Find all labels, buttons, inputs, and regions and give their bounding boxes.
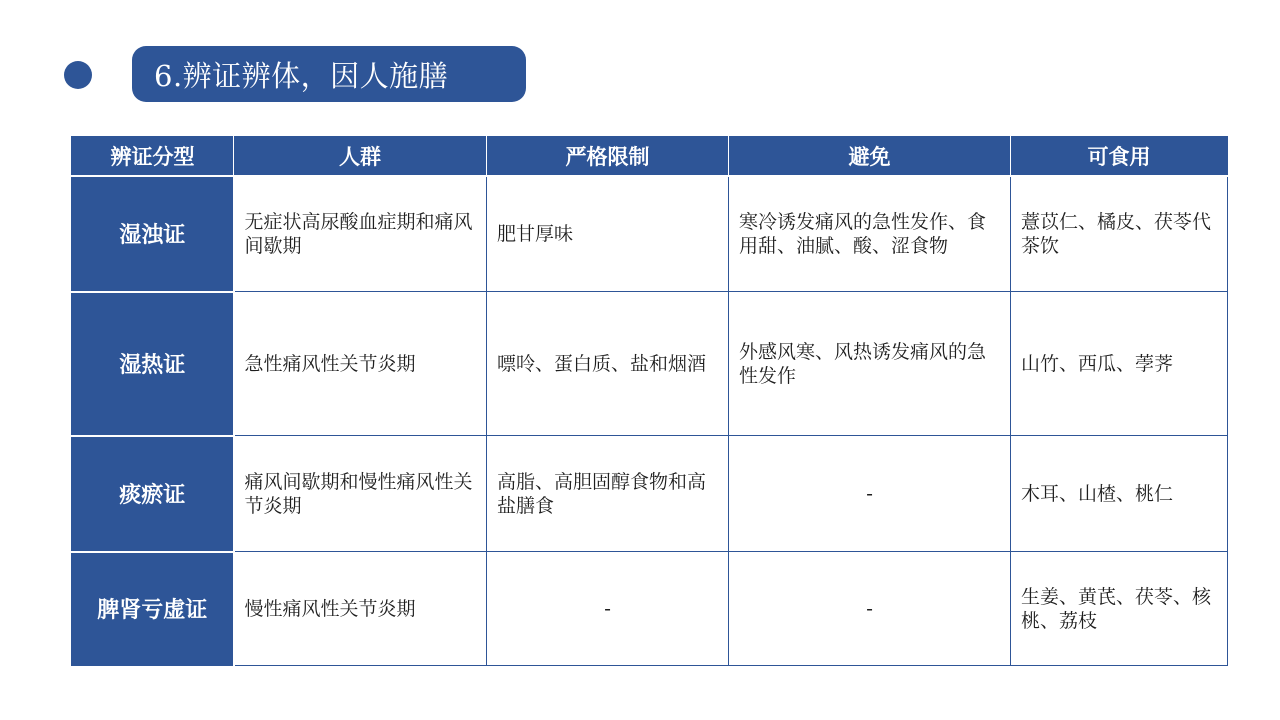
table-row <box>72 292 1228 436</box>
cell-avoid: 寒冷诱发痛风的急性发作、食用甜、油腻、酸、涩食物 <box>729 176 1011 292</box>
table-header-row <box>72 137 1228 176</box>
header-type: 辨证分型 <box>72 137 234 176</box>
table-row <box>72 176 1228 292</box>
cell-avoid: - <box>729 436 1011 552</box>
cell-population: 慢性痛风性关节炎期 <box>234 552 487 666</box>
table-row <box>72 552 1228 666</box>
cell-population: 痛风间歇期和慢性痛风性关节炎期 <box>234 436 487 552</box>
slide-title: 6.辨证辨体，因人施膳 <box>154 58 449 93</box>
header-population: 人群 <box>234 137 487 176</box>
cell-edible: 薏苡仁、橘皮、茯苓代茶饮 <box>1011 176 1228 292</box>
cell-population: 无症状高尿酸血症期和痛风间歇期 <box>234 176 487 292</box>
cell-avoid: 外感风寒、风热诱发痛风的急性发作 <box>729 292 1011 436</box>
cell-edible: 生姜、黄芪、茯苓、核桃、荔枝 <box>1011 552 1228 666</box>
header-strict-limit: 严格限制 <box>487 137 729 176</box>
cell-population: 急性痛风性关节炎期 <box>234 292 487 436</box>
row-type: 脾肾亏虚证 <box>72 552 234 666</box>
table-row <box>72 436 1228 552</box>
cell-avoid: - <box>729 552 1011 666</box>
cell-strict-limit: 嘌呤、蛋白质、盐和烟酒 <box>487 292 729 436</box>
header-avoid: 避免 <box>729 137 1011 176</box>
title-banner <box>132 46 526 102</box>
cell-edible: 山竹、西瓜、荸荠 <box>1011 292 1228 436</box>
row-type: 湿热证 <box>72 292 234 436</box>
cell-strict-limit: 高脂、高胆固醇食物和高盐膳食 <box>487 436 729 552</box>
bullet-dot <box>64 61 92 89</box>
cell-edible: 木耳、山楂、桃仁 <box>1011 436 1228 552</box>
row-type: 痰瘀证 <box>72 436 234 552</box>
cell-strict-limit: - <box>487 552 729 666</box>
cell-strict-limit: 肥甘厚味 <box>487 176 729 292</box>
header-edible: 可食用 <box>1011 137 1228 176</box>
row-type: 湿浊证 <box>72 176 234 292</box>
diet-table <box>71 136 1228 666</box>
